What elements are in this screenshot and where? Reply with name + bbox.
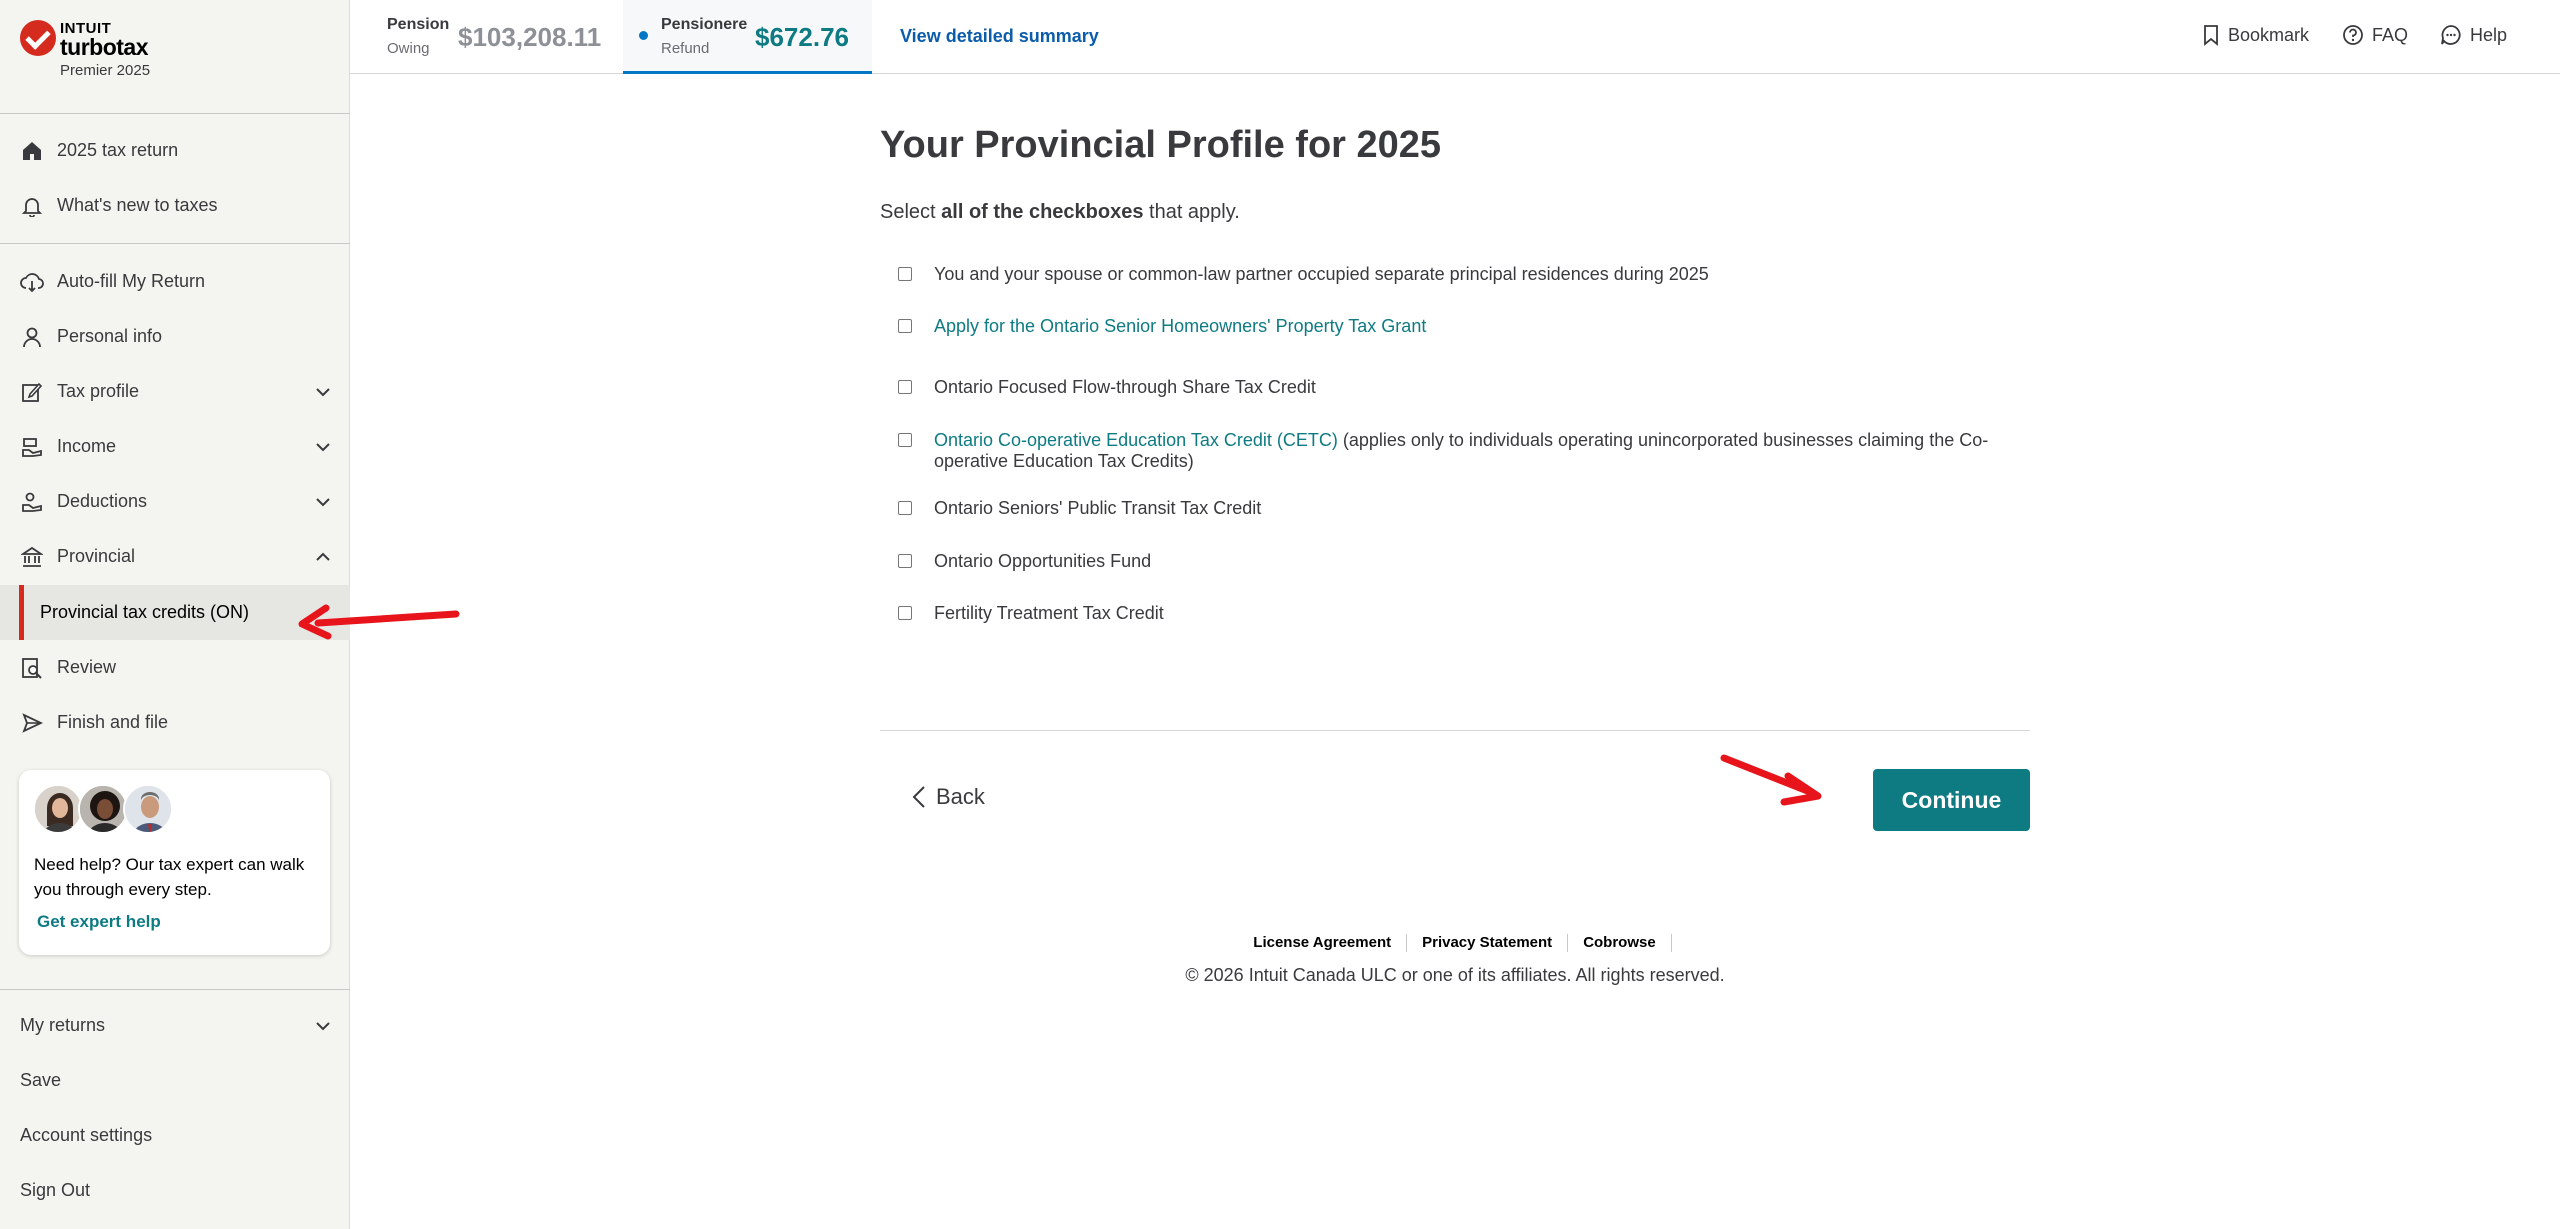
sidebar-item-label: What's new to taxes [57,195,218,215]
sidebar-item-review[interactable] [0,640,350,695]
view-detailed-summary-link[interactable]: View detailed summary [900,26,1099,46]
sidebar-divider [0,243,350,244]
avatar [123,784,173,834]
sidebar-item-whats-new[interactable] [0,178,350,233]
sign-out-link[interactable]: Sign Out [20,1180,91,1200]
instruction-text [880,201,1240,224]
sidebar-item-my-returns[interactable] [0,998,350,1053]
chat-icon [2440,24,2462,46]
option-label: You and your spouse or common-law partner occupied separate principal residences during 2025 [934,264,1709,284]
checkbox[interactable] [898,267,912,281]
brand-product: turbotax [60,34,148,60]
brand-edition: Premier 2025 [60,62,151,79]
return-status: Refund [661,40,710,57]
annotation-arrow-icon [1718,750,1828,806]
sidebar-item-tax-profile[interactable] [0,364,350,419]
cobrowse-link[interactable]: Cobrowse [1568,934,1672,952]
edit-icon [20,380,44,404]
deductions-icon [20,490,44,514]
sidebar-item-label: Provincial [57,546,136,566]
bank-icon [20,545,44,569]
return-name: Pensionere [661,16,748,33]
income-icon [20,435,44,459]
get-expert-help-link[interactable]: Get expert help [37,912,161,931]
chevron-left-icon [912,785,926,809]
active-return-dot [639,31,648,40]
bell-icon [20,194,44,218]
footer-links [880,934,2030,952]
chevron-down-icon[interactable] [312,436,334,458]
checkbox[interactable] [898,380,912,394]
sidebar-item-label: Tax profile [57,381,140,401]
option-label [934,430,2014,472]
chevron-down-icon[interactable] [312,381,334,403]
option-note: (applies only to individuals operating unincorporated businesses claiming the Co-operative Education Tax Credits) [934,430,1989,471]
expert-avatars [33,784,168,834]
cloud-download-icon [20,270,44,294]
option-label: Ontario Opportunities Fund [934,551,1152,571]
chevron-down-icon[interactable] [312,1015,334,1037]
sidebar-item-tax-return[interactable] [0,123,350,178]
sidebar-item-label: Auto-fill My Return [57,271,206,291]
pension-return-tab[interactable] [350,0,622,74]
continue-button[interactable]: Continue [1873,769,2030,831]
return-amount: $672.76 [755,22,849,52]
question-icon [2342,24,2364,46]
option-label: Fertility Treatment Tax Credit [934,603,1164,623]
checkmark-logo-icon [20,20,56,56]
sidebar-item-label: Deductions [57,491,148,511]
person-icon [20,325,44,349]
account-settings-link[interactable]: Account settings [20,1125,153,1145]
sidebar-item-label: 2025 tax return [57,140,179,160]
brand-company: INTUIT [60,20,112,37]
pensionere-return-tab[interactable] [623,0,872,74]
option-link[interactable]: Ontario Co-operative Education Tax Credit (CETC) [934,430,1338,450]
sidebar-divider [0,989,350,990]
help-label: Help [2470,24,2508,45]
bookmark-icon [2202,24,2220,46]
checkbox[interactable] [898,501,912,515]
home-icon [20,139,44,163]
sidebar-item-label: Review [57,657,117,677]
avatar [78,784,128,834]
bookmark-button[interactable] [2202,24,2309,46]
send-icon [20,711,44,735]
faq-button[interactable] [2342,24,2408,46]
sidebar-item-label: Finish and file [57,712,169,732]
instruction-pre: Select [880,201,942,223]
chevron-down-icon[interactable] [312,491,334,513]
sidebar-item-label: Personal info [57,326,163,346]
review-icon [20,656,44,680]
expert-help-card [19,770,330,955]
help-button[interactable] [2440,24,2507,46]
privacy-statement-link[interactable]: Privacy Statement [1407,934,1568,952]
return-status: Owing [387,40,430,57]
chevron-up-icon[interactable] [312,546,334,568]
option-label: Ontario Focused Flow-through Share Tax Credit [934,377,1316,397]
return-amount: $103,208.11 [458,22,602,52]
instruction-bold: all of the checkboxes [941,201,1144,223]
checkbox[interactable] [898,319,912,333]
option-label: Ontario Seniors' Public Transit Tax Credit [934,498,1262,518]
back-button[interactable] [912,784,985,810]
sidebar-item-provincial[interactable] [0,529,350,584]
sidebar-item-personal-info[interactable] [0,309,350,364]
save-link[interactable]: Save [20,1070,62,1090]
checkbox[interactable] [898,554,912,568]
option-link[interactable]: Apply for the Ontario Senior Homeowners' Property Tax Grant [934,316,1427,336]
faq-label: FAQ [2372,24,2409,45]
bookmark-label: Bookmark [2228,24,2310,45]
copyright-text: © 2026 Intuit Canada ULC or one of its affiliates. All rights reserved. [1185,965,1725,985]
license-agreement-link[interactable]: License Agreement [1238,934,1407,952]
sidebar-item-finish-and-file[interactable] [0,695,350,750]
sidebar-item-label: Income [57,436,117,456]
annotation-arrow-icon [296,598,462,642]
checkbox[interactable] [898,606,912,620]
sidebar-item-income[interactable] [0,419,350,474]
sidebar-item-label: My returns [20,1015,106,1035]
instruction-post: that apply. [1143,201,1240,223]
back-label: Back [936,784,985,809]
checkbox[interactable] [898,433,912,447]
sidebar-item-auto-fill[interactable] [0,254,350,309]
active-indicator [19,585,24,640]
avatar [33,784,83,834]
page-title: Your Provincial Profile for 2025 [880,124,1442,166]
return-name: Pension [387,16,450,33]
help-card-text: Need help? Our tax expert can walk you through every step. [34,855,305,899]
top-header [350,0,2560,74]
content-divider [880,730,2030,731]
sidebar-item-label: Provincial tax credits (ON) [40,602,250,622]
sidebar-divider [0,113,350,114]
sidebar-item-deductions[interactable] [0,474,350,529]
